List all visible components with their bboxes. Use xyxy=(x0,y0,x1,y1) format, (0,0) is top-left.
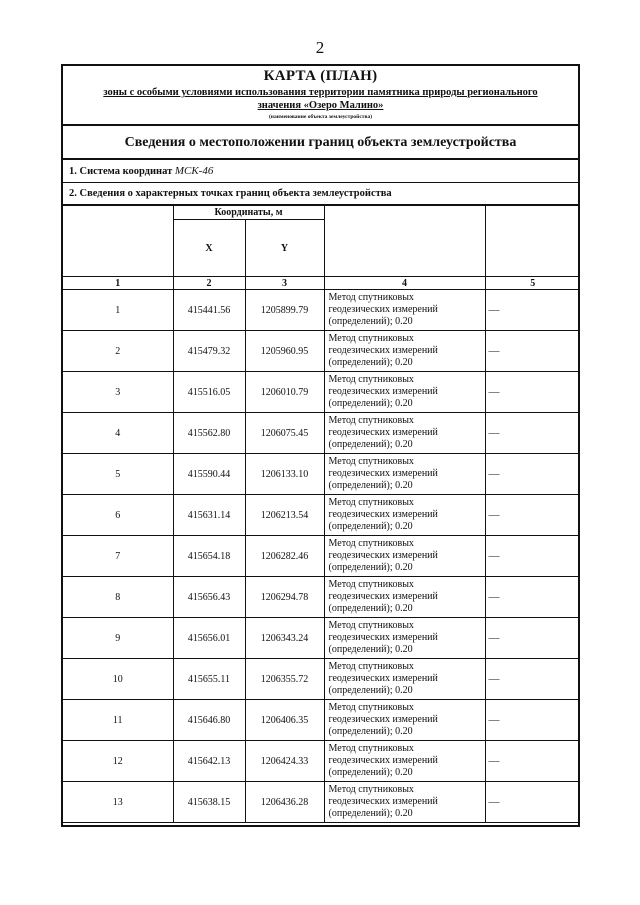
method-cell xyxy=(324,372,485,413)
x-coordinate-cell: 415656.01 xyxy=(173,618,245,659)
column-number: 5 xyxy=(485,277,580,290)
table-row xyxy=(63,782,580,823)
method-line: геодезических измерений xyxy=(328,755,438,766)
method-cell xyxy=(324,495,485,536)
table-row xyxy=(63,290,580,331)
header-cell-method xyxy=(324,206,485,277)
x-coordinate-cell: 415654.18 xyxy=(173,536,245,577)
document-header xyxy=(63,66,578,126)
table-row xyxy=(63,413,580,454)
x-header: X xyxy=(173,220,245,277)
method-line: Метод спутниковых xyxy=(328,702,414,713)
point-number-cell: 9 xyxy=(63,618,173,659)
x-coordinate-cell: 415516.05 xyxy=(173,372,245,413)
method-cell xyxy=(324,700,485,741)
method-cell xyxy=(324,536,485,577)
table-row xyxy=(63,331,580,372)
method-cell xyxy=(324,331,485,372)
method-line: Метод спутниковых xyxy=(328,415,414,426)
method-line: Метод спутниковых xyxy=(328,374,414,385)
document-title: КАРТА (ПЛАН) xyxy=(263,68,378,84)
table-row xyxy=(63,536,580,577)
x-coordinate-cell: 415590.44 xyxy=(173,454,245,495)
method-line: геодезических измерений xyxy=(328,345,438,356)
point-number-cell: 4 xyxy=(63,413,173,454)
method-line: геодезических измерений xyxy=(328,550,438,561)
point-number-cell: 1 xyxy=(63,290,173,331)
method-line: (определений); 0.20 xyxy=(328,316,413,327)
description-cell: — xyxy=(485,331,580,372)
method-line: Метод спутниковых xyxy=(328,538,414,549)
method-cell xyxy=(324,577,485,618)
description-cell: — xyxy=(485,290,580,331)
method-line: (определений); 0.20 xyxy=(328,726,413,737)
table-header-row xyxy=(63,206,580,220)
x-coordinate-cell: 415642.13 xyxy=(173,741,245,782)
column-number: 3 xyxy=(245,277,324,290)
x-coordinate-cell: 415656.43 xyxy=(173,577,245,618)
description-cell: — xyxy=(485,782,580,823)
y-coordinate-cell: 1206343.24 xyxy=(245,618,324,659)
method-line: (определений); 0.20 xyxy=(328,767,413,778)
point-number-cell: 8 xyxy=(63,577,173,618)
description-cell: — xyxy=(485,454,580,495)
method-line: геодезических измерений xyxy=(328,632,438,643)
table-row xyxy=(63,700,580,741)
table-row xyxy=(63,659,580,700)
y-coordinate-cell: 1205899.79 xyxy=(245,290,324,331)
method-line: (определений); 0.20 xyxy=(328,480,413,491)
description-cell: — xyxy=(485,413,580,454)
coordinate-system-value: МСК-46 xyxy=(174,165,214,177)
description-cell: — xyxy=(485,741,580,782)
description-cell: — xyxy=(485,536,580,577)
x-coordinate-cell: 415631.14 xyxy=(173,495,245,536)
method-line: геодезических измерений xyxy=(328,796,438,807)
y-coordinate-cell: 1206282.46 xyxy=(245,536,324,577)
method-line: геодезических измерений xyxy=(328,714,438,725)
method-line: геодезических измерений xyxy=(328,304,438,315)
method-line: (определений); 0.20 xyxy=(328,521,413,532)
y-coordinate-cell: 1206075.45 xyxy=(245,413,324,454)
coordinate-system-label: 1. Система координат xyxy=(69,166,173,177)
description-cell: — xyxy=(485,700,580,741)
y-coordinate-cell: 1206133.10 xyxy=(245,454,324,495)
table-row xyxy=(63,618,580,659)
document-frame xyxy=(61,64,580,827)
method-cell xyxy=(324,741,485,782)
description-cell: — xyxy=(485,618,580,659)
table-row xyxy=(63,372,580,413)
table-row xyxy=(63,454,580,495)
point-number-cell: 7 xyxy=(63,536,173,577)
method-line: Метод спутниковых xyxy=(328,784,414,795)
column-numbers-row xyxy=(63,277,580,290)
header-cell-description xyxy=(485,206,580,277)
header-cell-point xyxy=(63,206,173,277)
table-row xyxy=(63,741,580,782)
method-line: Метод спутниковых xyxy=(328,620,414,631)
method-line: (определений); 0.20 xyxy=(328,562,413,573)
y-coordinate-cell: 1206010.79 xyxy=(245,372,324,413)
method-line: Метод спутниковых xyxy=(328,497,414,508)
method-line: геодезических измерений xyxy=(328,591,438,602)
point-number-cell: 12 xyxy=(63,741,173,782)
method-cell xyxy=(324,618,485,659)
y-header: Y xyxy=(245,220,324,277)
method-line: Метод спутниковых xyxy=(328,661,414,672)
x-coordinate-cell: 415655.11 xyxy=(173,659,245,700)
method-cell xyxy=(324,782,485,823)
method-line: (определений); 0.20 xyxy=(328,357,413,368)
x-coordinate-cell: 415441.56 xyxy=(173,290,245,331)
method-line: геодезических измерений xyxy=(328,673,438,684)
page-number: 2 xyxy=(315,38,325,57)
column-number: 2 xyxy=(173,277,245,290)
y-coordinate-cell: 1206406.35 xyxy=(245,700,324,741)
table-row xyxy=(63,495,580,536)
description-cell: — xyxy=(485,577,580,618)
x-coordinate-cell: 415638.15 xyxy=(173,782,245,823)
point-number-cell: 2 xyxy=(63,331,173,372)
method-line: (определений); 0.20 xyxy=(328,439,413,450)
method-line: (определений); 0.20 xyxy=(328,603,413,614)
method-line: Метод спутниковых xyxy=(328,333,414,344)
object-name-note: (наименование объекта землеустройства) xyxy=(268,114,373,120)
method-line: геодезических измерений xyxy=(328,509,438,520)
description-cell: — xyxy=(485,659,580,700)
method-cell xyxy=(324,659,485,700)
document-subtitle-line1: зоны с особыми условиями использования территории памятника природы регионального xyxy=(103,87,538,98)
coords-header: Координаты, м xyxy=(173,206,324,220)
point-number-cell: 10 xyxy=(63,659,173,700)
method-cell xyxy=(324,290,485,331)
x-coordinate-cell: 415562.80 xyxy=(173,413,245,454)
coordinate-system-row xyxy=(63,160,578,183)
y-coordinate-cell: 1205960.95 xyxy=(245,331,324,372)
method-cell xyxy=(324,454,485,495)
method-line: (определений); 0.20 xyxy=(328,398,413,409)
method-line: Метод спутниковых xyxy=(328,456,414,467)
points-section-label: 2. Сведения о характерных точках границ объекта землеустройства xyxy=(63,183,578,205)
point-number-cell: 3 xyxy=(63,372,173,413)
table-row xyxy=(63,577,580,618)
method-line: Метод спутниковых xyxy=(328,579,414,590)
section-title: Сведения о местоположении границ объекта землеустройства xyxy=(63,126,578,160)
method-line: (определений); 0.20 xyxy=(328,644,413,655)
method-line: (определений); 0.20 xyxy=(328,808,413,819)
method-line: Метод спутниковых xyxy=(328,292,414,303)
points-table xyxy=(63,205,580,823)
point-number-cell: 6 xyxy=(63,495,173,536)
y-coordinate-cell: 1206213.54 xyxy=(245,495,324,536)
document-subtitle-line2: значения «Озеро Малино» xyxy=(257,100,384,111)
y-coordinate-cell: 1206424.33 xyxy=(245,741,324,782)
x-coordinate-cell: 415646.80 xyxy=(173,700,245,741)
description-cell: — xyxy=(485,372,580,413)
point-number-cell: 5 xyxy=(63,454,173,495)
point-number-cell: 13 xyxy=(63,782,173,823)
point-number-cell: 11 xyxy=(63,700,173,741)
description-cell: — xyxy=(485,495,580,536)
column-number: 4 xyxy=(324,277,485,290)
x-coordinate-cell: 415479.32 xyxy=(173,331,245,372)
y-coordinate-cell: 1206294.78 xyxy=(245,577,324,618)
method-cell xyxy=(324,413,485,454)
y-coordinate-cell: 1206436.28 xyxy=(245,782,324,823)
method-line: геодезических измерений xyxy=(328,386,438,397)
method-line: геодезических измерений xyxy=(328,427,438,438)
method-line: геодезических измерений xyxy=(328,468,438,479)
y-coordinate-cell: 1206355.72 xyxy=(245,659,324,700)
table-body xyxy=(63,290,580,823)
method-line: (определений); 0.20 xyxy=(328,685,413,696)
method-line: Метод спутниковых xyxy=(328,743,414,754)
column-number: 1 xyxy=(63,277,173,290)
